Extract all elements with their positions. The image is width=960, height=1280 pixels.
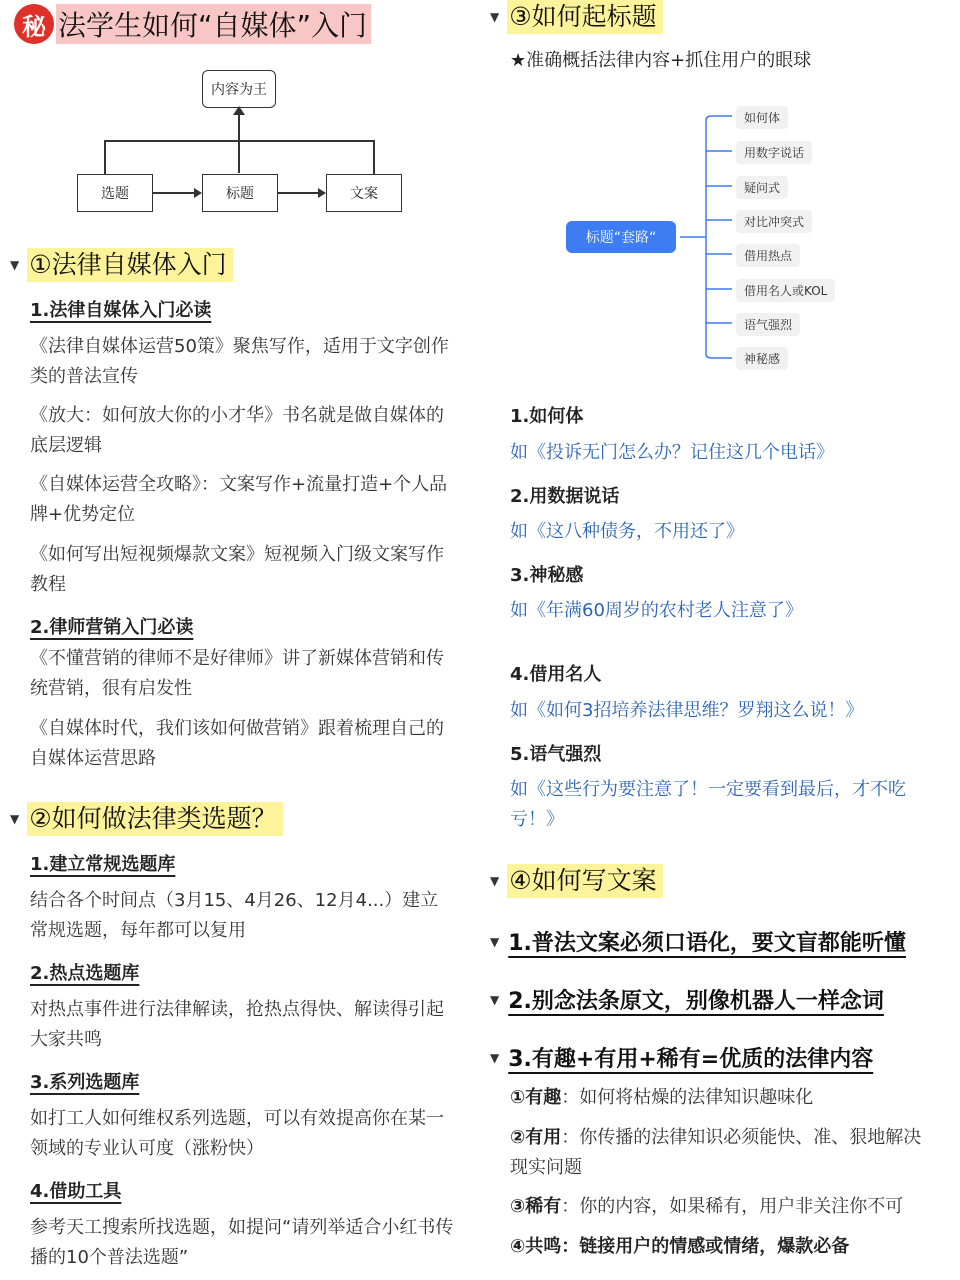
collapse-triangle-icon[interactable]: ▼	[10, 258, 20, 272]
section-heading-text: ④如何写文案	[507, 864, 662, 898]
page-title-text: 法学生如何“自媒体”入门	[56, 4, 371, 44]
example-title-link[interactable]: 如《年满60周岁的农村老人注意了》	[510, 600, 803, 621]
key-point-1[interactable]	[490, 926, 906, 957]
flowchart-node: 标题	[202, 174, 278, 212]
example-title-link[interactable]: 如《这些行为要注意了！一定要看到最后，才不吃亏！》	[510, 779, 906, 830]
section-heading-2[interactable]	[10, 802, 283, 836]
detail-label: ②有用	[510, 1127, 562, 1148]
key-point-2[interactable]	[490, 984, 884, 1015]
arrow-head-icon	[318, 188, 326, 198]
detail-label: ①有趣	[510, 1087, 562, 1108]
flowchart-arrow	[277, 192, 320, 194]
subheading: 5.语气强烈	[510, 744, 602, 765]
star-tagline: ★准确概括法律内容+抓住用户的眼球	[510, 50, 812, 71]
subheading: 4.借用名人	[510, 664, 602, 685]
detail-label: ④共鸣	[510, 1236, 562, 1257]
detail-text: ：链接用户的情感或情绪，爆款必备	[561, 1236, 850, 1257]
flowchart-arrow	[152, 192, 196, 194]
collapse-triangle-icon[interactable]: ▼	[490, 934, 500, 949]
section-heading-text: ②如何做法律类选题？	[27, 802, 282, 836]
detail-item	[510, 1232, 935, 1262]
paragraph: 结合各个时间点（3月15、4月26、12月4...）建立常规选题，每年都可以复用	[30, 890, 439, 941]
mind-map-node: 如何体	[736, 106, 788, 129]
section-heading-1[interactable]	[10, 248, 233, 282]
subheading: 1.建立常规选题库	[30, 854, 176, 875]
example-title-link[interactable]: 如《投诉无门怎么办？记住这几个电话》	[510, 442, 834, 463]
detail-item	[510, 1083, 935, 1113]
detail-text: ：你的内容，如果稀有，用户非关注你不可	[561, 1196, 904, 1217]
collapse-triangle-icon[interactable]: ▼	[490, 874, 500, 888]
mind-map-node: 借用热点	[736, 244, 800, 267]
subheading: 1.法律自媒体入门必读	[30, 300, 212, 321]
subheading: 2.律师营销入门必读	[30, 617, 194, 638]
key-point-3[interactable]	[490, 1042, 873, 1073]
arrow-head-icon	[233, 106, 245, 115]
mind-map-node: 借用名人或KOL	[736, 279, 835, 302]
detail-text: ：如何将枯燥的法律知识趣味化	[561, 1087, 814, 1108]
section-heading-text: ③如何起标题	[507, 0, 662, 34]
paragraph: 《放大：如何放大你的小才华》书名就是做自媒体的底层逻辑	[30, 405, 444, 456]
section-heading-3[interactable]	[490, 0, 663, 34]
arrow-head-icon	[194, 188, 202, 198]
example-title-link[interactable]: 如《这八种债务，不用还了》	[510, 521, 744, 542]
example-title-link[interactable]: 如《如何3招培养法律思维？罗翔这么说！》	[510, 700, 864, 721]
collapse-triangle-icon[interactable]: ▼	[490, 10, 500, 24]
mind-map-node: 神秘感	[736, 347, 788, 370]
collapse-triangle-icon[interactable]: ▼	[10, 812, 20, 826]
subheading: 3.神秘感	[510, 565, 584, 586]
paragraph: 《自媒体时代，我们该如何做营销》跟着梳理自己的自媒体运营思路	[30, 718, 444, 769]
flowchart-connector	[104, 140, 106, 174]
section-heading-text: ①法律自媒体入门	[27, 248, 232, 282]
mind-map-node: 语气强烈	[736, 313, 800, 336]
paragraph: 《自媒体运营全攻略》：文案写作+流量打造+个人品牌+优势定位	[30, 474, 448, 525]
collapse-triangle-icon[interactable]: ▼	[490, 1050, 500, 1065]
subheading: 3.系列选题库	[30, 1072, 140, 1093]
mind-map-node: 疑问式	[736, 176, 788, 199]
paragraph: 《不懂营销的律师不是好律师》讲了新媒体营销和传统营销，很有启发性	[30, 648, 444, 699]
flowchart-node: 文案	[326, 174, 402, 212]
flowchart-connector	[104, 140, 374, 142]
secret-seal-badge: 秘	[14, 4, 54, 44]
paragraph: 《法律自媒体运营50策》聚焦写作，适用于文字创作类的普法宣传	[30, 336, 449, 387]
page-title	[14, 4, 371, 44]
flowchart-connector	[373, 140, 375, 174]
paragraph: 对热点事件进行法律解读，抢热点得快、解读得引起大家共鸣	[30, 999, 444, 1050]
paragraph: 《如何写出短视频爆款文案》短视频入门级文案写作教程	[30, 544, 444, 595]
subheading: 2.用数据说话	[510, 486, 620, 507]
key-point-text: 3.有趣+有用+稀有=优质的法律内容	[508, 1047, 874, 1072]
detail-item	[510, 1123, 935, 1183]
flowchart-node-top: 内容为王	[202, 70, 276, 108]
detail-text: ：你传播的法律知识必须能快、准、狠地解决现实问题	[510, 1127, 922, 1178]
subheading: 1.如何体	[510, 406, 584, 427]
key-point-text: 1.普法文案必须口语化，要文盲都能听懂	[508, 931, 906, 956]
mind-map-node: 用数字说话	[736, 141, 812, 164]
section-heading-4[interactable]	[490, 864, 663, 898]
subheading: 4.借助工具	[30, 1181, 122, 1202]
paragraph: 参考天工搜索所找选题，如提问“请列举适合小红书传播的10个普法选题”	[30, 1217, 454, 1268]
detail-item	[510, 1192, 935, 1222]
detail-label: ③稀有	[510, 1196, 562, 1217]
subheading: 2.热点选题库	[30, 963, 140, 984]
mind-map-root: 标题“套路“	[566, 221, 676, 253]
key-point-text: 2.别念法条原文，别像机器人一样念词	[508, 989, 884, 1014]
flowchart-node: 选题	[77, 174, 153, 212]
paragraph: 如打工人如何维权系列选题，可以有效提高你在某一领域的专业认可度（涨粉快）	[30, 1108, 444, 1159]
mind-map-node: 对比冲突式	[736, 210, 812, 233]
collapse-triangle-icon[interactable]: ▼	[490, 992, 500, 1007]
